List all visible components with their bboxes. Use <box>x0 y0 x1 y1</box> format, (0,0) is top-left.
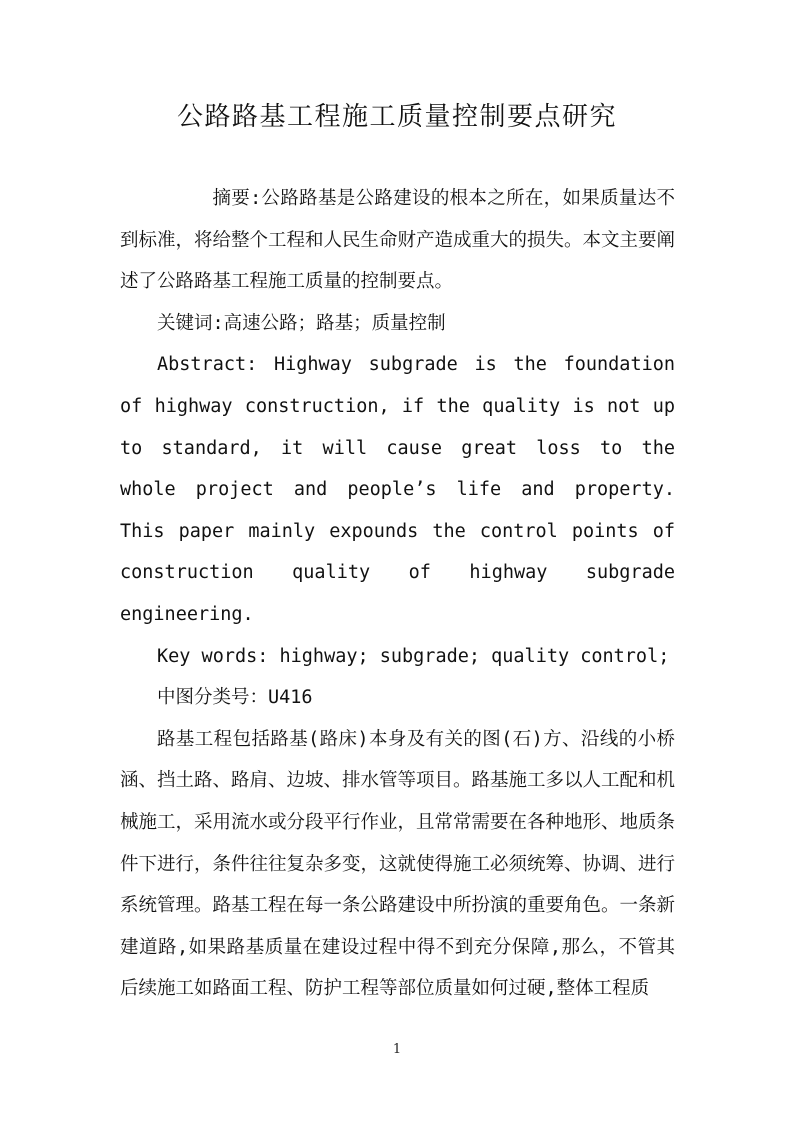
chinese-keywords: 关键词:高速公路；路基；质量控制 <box>157 312 446 334</box>
english-abstract: Abstract: Highway subgrade is the foundation of highway construction, if the quality is not up to standard, it will cause great loss to the whole project and people’s life and property. This paper mainly expounds the control points of construction quality of highway subgrade engineering. <box>120 354 675 625</box>
page-number: 1 <box>392 1042 402 1057</box>
chinese-abstract: 摘要:公路路基是公路建设的根本之所在，如果质量达不到标准，将给整个工程和人民生命财产造成重大的损失。本文主要阐述了公路路基工程施工质量的控制要点。 <box>120 188 676 293</box>
document-title: 公路路基工程施工质量控制要点研究 <box>176 102 617 132</box>
body-paragraph: 路基工程包括路基(路床)本身及有关的图(石)方、沿线的小桥涵、挡土路、路肩、边坡、排水管等项目。路基施工多以人工配和机械施工，采用流水或分段平行作业，且常常需要在各种地形、地质条件下进行，条件往往复杂多变，这就使得施工必须统筹、协调、进行系统管理。路基工程在每一条公路建设中所扮演的重要角色。一条新建道路,如果路基质量在建设过程中得不到充分保障,那么，不管其后续施工如路面工程、防护工程等部位质量如何过硬,整体工程质 <box>120 728 676 1000</box>
classification-number: 中图分类号：U416 <box>157 687 313 709</box>
english-keywords: Key words: highway; subgrade; quality control; <box>157 645 670 667</box>
document-body <box>120 178 675 1010</box>
